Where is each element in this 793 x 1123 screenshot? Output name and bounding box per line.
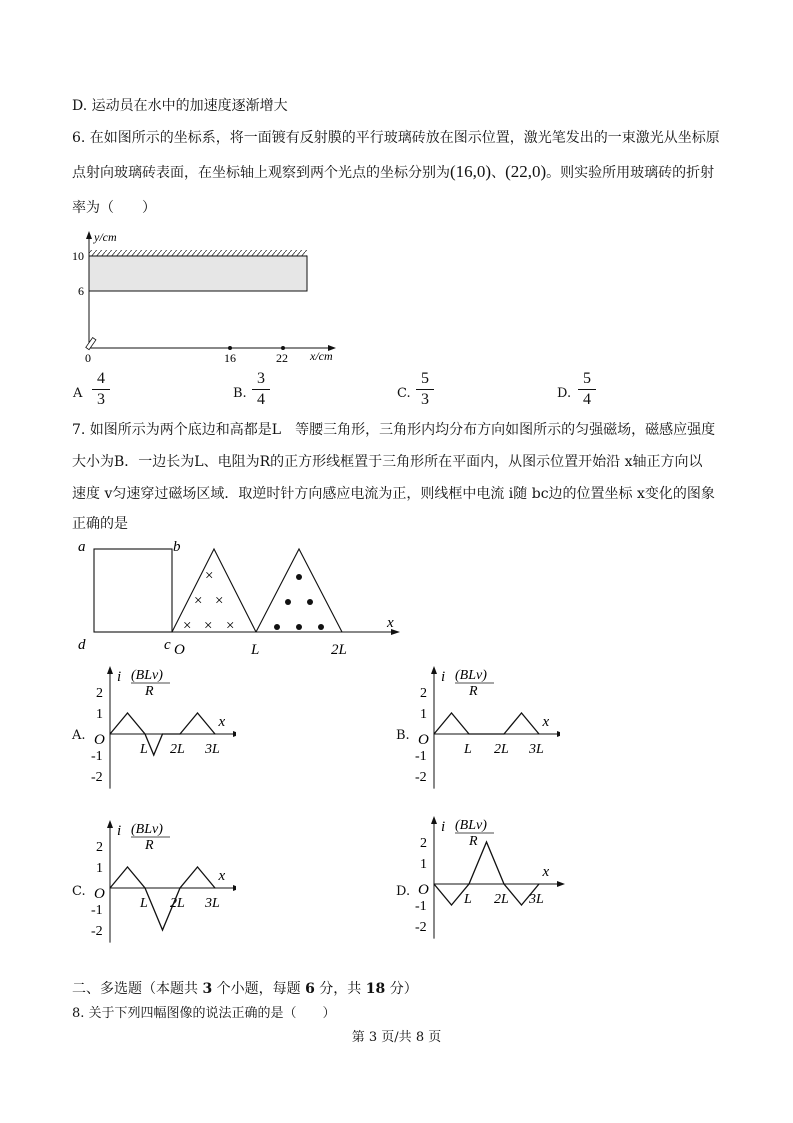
section2-mid1: 个小题，每题 (212, 981, 306, 997)
q6-option-c-frac (416, 370, 434, 409)
graph-data-point (144, 733, 145, 734)
graph-data-point (179, 887, 180, 888)
q6-stem-line2 (72, 162, 714, 183)
graph-y-tick: 1 (96, 707, 103, 722)
q6-option-a-label: A (73, 386, 83, 401)
graph-x-tick: L (464, 742, 472, 757)
graph-data-point (433, 733, 434, 734)
graph-origin: O (94, 886, 105, 902)
section2-count: 3 (202, 981, 213, 997)
graph-x-label: x (218, 868, 226, 884)
q6-x-tick-0: 0 (85, 351, 91, 365)
graph-x-tick: 2L (170, 742, 185, 757)
graph-y-tick: 2 (96, 686, 103, 701)
q7-label-b: b (173, 539, 181, 555)
q7-field-out-4 (274, 624, 280, 630)
q6-dot-16 (228, 346, 232, 350)
section2-total: 18 (365, 981, 386, 997)
q6-stem-line2-a: 点射向玻璃砖表面，在坐标轴上观察到两个光点的坐标分别为 (72, 165, 450, 181)
q6-y-label: y/cm (94, 230, 117, 244)
graph-data-point (486, 841, 487, 842)
q7-graph-b (410, 664, 560, 804)
graph-frac-num: (BLv) (131, 668, 163, 683)
graph-x-tick: L (140, 742, 148, 757)
graph-data-point (127, 866, 128, 867)
q7-triangle-2 (256, 549, 342, 632)
q7-field-in-1: × (205, 568, 214, 584)
q6-option-c-num: 5 (421, 370, 429, 387)
graph-x-tick: 2L (494, 892, 509, 907)
q6-y-arrow (86, 231, 92, 239)
q7-field-in-3: × (215, 593, 224, 609)
graph-data-point (468, 883, 469, 884)
q6-option-b-frac (252, 370, 270, 409)
q6-option-a-num: 4 (97, 370, 105, 387)
graph-x-tick: 3L (529, 742, 544, 757)
section2-points-each: 6 (305, 981, 315, 997)
graph-data-point (503, 883, 504, 884)
graph-y-tick: 1 (420, 857, 427, 872)
graph-y-tick: -2 (415, 920, 427, 935)
q7-label-a: a (78, 539, 86, 555)
q6-figure (70, 228, 350, 368)
q6-glass-brick (89, 256, 307, 291)
graph-x-tick: 2L (170, 896, 185, 911)
graph-data-point (451, 712, 452, 713)
graph-i-label: i (117, 823, 122, 839)
section2-mid2: 分，共 (314, 981, 366, 997)
graph-x-tick: L (464, 892, 472, 907)
graph-origin: O (94, 732, 105, 748)
q7-label-d: d (78, 637, 86, 653)
graph-y-tick: 2 (420, 836, 427, 851)
graph-y-tick: 2 (96, 840, 103, 855)
graph-frac-den: R (145, 838, 154, 853)
graph-current-line (434, 842, 539, 905)
q6-option-d-frac (578, 370, 596, 409)
q6-coord2: (22,0) (505, 162, 547, 181)
graph-y-tick: -2 (415, 770, 427, 785)
q6-x-tick-22: 22 (276, 351, 288, 365)
graph-x-arrow (557, 731, 560, 737)
graph-origin: O (418, 882, 429, 898)
q7-label-2l: 2L (331, 642, 347, 658)
q6-option-a-den: 3 (97, 391, 105, 408)
graph-x-tick: 3L (205, 896, 220, 911)
graph-data-point (127, 712, 128, 713)
graph-i-label: i (117, 669, 122, 685)
graph-y-tick: -2 (91, 924, 103, 939)
q6-sep: 、 (491, 165, 506, 181)
graph-data-point (144, 887, 145, 888)
q7-option-b-label: B. (396, 728, 410, 743)
q6-x-tick-16: 16 (224, 351, 236, 365)
graph-x-tick: L (140, 896, 148, 911)
graph-data-point (521, 904, 522, 905)
graph-data-point (109, 733, 110, 734)
graph-data-point (538, 883, 539, 884)
q8-stem: 8. 关于下列四幅图像的说法正确的是（ ） (72, 1006, 336, 1021)
q6-option-d-num: 5 (583, 370, 591, 387)
graph-y-tick: -1 (415, 899, 427, 914)
section2-prefix: 二、多选题（本题共 (72, 981, 203, 997)
q7-label-o: O (174, 642, 185, 658)
graph-y-tick: -1 (91, 903, 103, 918)
graph-y-arrow (107, 666, 113, 674)
q6-y-tick-6: 6 (78, 284, 84, 298)
graph-x-label: x (542, 864, 550, 880)
q7-field-in-2: × (194, 593, 203, 609)
graph-y-arrow (431, 666, 437, 674)
q7-graph-a (86, 664, 236, 804)
graph-x-tick: 3L (529, 892, 544, 907)
q7-stem-line3: 速度 v匀速穿过磁场区域．取逆时针方向感应电流为正，则线框中电流 i随 bc边的位置坐标 x变化的图象 (72, 486, 715, 502)
q6-option-c-den: 3 (421, 391, 429, 408)
q7-square-loop (94, 549, 172, 632)
graph-frac-den: R (145, 684, 154, 699)
graph-data-point (468, 733, 469, 734)
graph-y-tick: -1 (91, 749, 103, 764)
graph-data-point (521, 712, 522, 713)
graph-frac-den: R (469, 684, 478, 699)
q7-field-out-5 (296, 624, 302, 630)
q7-figure (72, 535, 412, 660)
graph-frac-num: (BLv) (131, 822, 163, 837)
graph-origin: O (418, 732, 429, 748)
q7-graph-d (410, 814, 570, 959)
q7-field-out-6 (318, 624, 324, 630)
q6-option-a-frac (92, 370, 110, 409)
q7-field-in-4: × (183, 618, 192, 634)
graph-y-tick: -1 (415, 749, 427, 764)
q7-label-l: L (251, 642, 260, 658)
q6-option-b-num: 3 (257, 370, 265, 387)
q7-field-out-1 (296, 574, 302, 580)
graph-x-tick: 3L (205, 742, 220, 757)
graph-x-arrow (557, 881, 565, 887)
q6-option-b-label: B. (233, 386, 247, 401)
q6-stem-line1: 6. 在如图所示的坐标系，将一面镀有反射膜的平行玻璃砖放在图示位置，激光笔发出的一束激光从坐标原 (72, 130, 720, 146)
graph-current-line (110, 867, 215, 930)
graph-x-label: x (542, 714, 550, 730)
graph-data-point (197, 712, 198, 713)
graph-data-point (538, 733, 539, 734)
graph-y-arrow (431, 816, 437, 824)
q7-field-out-3 (307, 599, 313, 605)
section2-suffix: 分） (385, 981, 418, 997)
q6-dot-22 (281, 346, 285, 350)
graph-data-point (162, 929, 163, 930)
q6-option-c-label: C. (397, 386, 411, 401)
q6-x-label: x/cm (310, 349, 333, 363)
q7-option-d-label: D. (396, 884, 411, 899)
page-footer: 第 3 页/共 8 页 (351, 1030, 442, 1045)
graph-x-tick: 2L (494, 742, 509, 757)
graph-y-tick: 1 (420, 707, 427, 722)
q5-option-d: D. 运动员在水中的加速度逐渐增大 (72, 98, 288, 114)
graph-data-point (214, 733, 215, 734)
q7-field-in-5: × (204, 618, 213, 634)
graph-y-tick: 2 (420, 686, 427, 701)
q7-field-in-6: × (226, 618, 235, 634)
graph-y-tick: 1 (96, 861, 103, 876)
graph-i-label: i (441, 669, 446, 685)
graph-data-point (214, 887, 215, 888)
q7-field-out-2 (285, 599, 291, 605)
q7-stem-line2: 大小为B．一边长为L、电阻为R的正方形线框置于三角形所在平面内，从图示位置开始沿 x轴正方向以 (72, 454, 703, 470)
q6-stem-line2-b: 。则实验所用玻璃砖的折射 (546, 165, 715, 181)
graph-x-arrow (233, 731, 236, 737)
graph-data-point (179, 733, 180, 734)
graph-i-label: i (441, 819, 446, 835)
q7-label-c: c (164, 637, 171, 653)
graph-data-point (451, 904, 452, 905)
graph-data-point (162, 733, 163, 734)
graph-data-point (153, 754, 154, 755)
q7-option-a-label: A. (72, 728, 86, 743)
q6-coord1: (16,0) (450, 162, 492, 181)
q7-stem-line4: 正确的是 (72, 516, 128, 532)
graph-data-point (503, 733, 504, 734)
q6-stem-line3: 率为（ ） (72, 200, 156, 216)
q7-stem-line1: 7. 如图所示为两个底边和高都是L 等腰三角形，三角形内均分布方向如图所示的匀强磁场，磁感应强度 (72, 422, 716, 438)
q6-option-d-label: D. (557, 386, 572, 401)
q6-option-d-den: 4 (583, 391, 591, 408)
section2-heading (72, 978, 418, 998)
q7-option-c-label: C. (72, 884, 86, 899)
graph-current-line (434, 713, 539, 734)
q6-reflective-film (89, 250, 307, 256)
graph-y-tick: -2 (91, 770, 103, 785)
q6-option-b-den: 4 (257, 391, 265, 408)
q7-graph-c (86, 818, 236, 958)
graph-x-arrow (233, 885, 236, 891)
graph-frac-num: (BLv) (455, 668, 487, 683)
graph-data-point (433, 883, 434, 884)
graph-data-point (109, 887, 110, 888)
q7-label-x: x (387, 615, 394, 631)
graph-frac-den: R (469, 834, 478, 849)
graph-y-arrow (107, 820, 113, 828)
graph-x-label: x (218, 714, 226, 730)
q6-y-tick-10: 10 (72, 249, 84, 263)
graph-frac-num: (BLv) (455, 818, 487, 833)
graph-data-point (197, 866, 198, 867)
